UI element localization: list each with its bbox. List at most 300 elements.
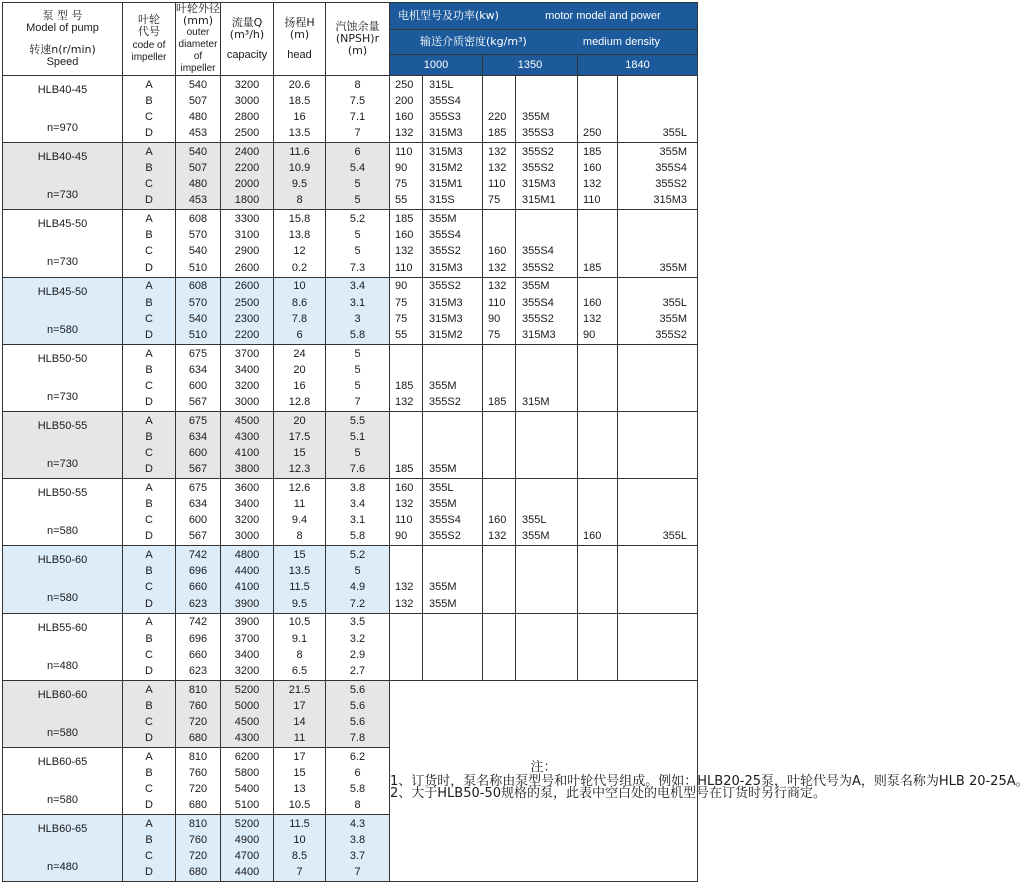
motor-model-1350: 355L <box>522 514 547 527</box>
pump-model-cell <box>3 210 123 277</box>
npsh-value: 7 <box>354 127 361 140</box>
motor-model-1350 <box>516 496 577 512</box>
pump-speed: n=580 <box>47 592 78 605</box>
motor-power-1840 <box>578 631 617 647</box>
motor-model-1000: 315S <box>429 194 455 207</box>
impeller-diameter: 680 <box>188 731 208 744</box>
motor-power-1000 <box>390 614 422 630</box>
head-value-cell <box>274 277 326 344</box>
head-value: 11 <box>293 498 306 511</box>
npsh-value-cell <box>326 613 390 680</box>
motor-power-1350: 90 <box>488 312 501 325</box>
header-speed-en: Speed <box>46 56 79 68</box>
note-1: 1、订货时，泵名称由泵型号和叶轮代号组成。例如：HLB20-25泵，叶轮代号为A，则泵名称为HLB 20-25A。 <box>390 773 1029 789</box>
motor-model-1840 <box>618 647 697 663</box>
motor-power-1350: 132 <box>488 162 507 175</box>
motor-model-1840 <box>618 394 697 410</box>
capacity-value: 2900 <box>234 245 260 258</box>
motor-model-1840-cell <box>618 143 698 210</box>
motor-power-1350: 132 <box>488 280 507 293</box>
motor-model-1840 <box>618 596 697 612</box>
motor-power-1000-cell <box>390 411 423 478</box>
capacity-value: 3700 <box>234 347 260 360</box>
motor-power-1840 <box>578 445 617 461</box>
npsh-value: 5 <box>354 565 361 578</box>
motor-power-1840 <box>578 77 617 93</box>
motor-power-1350-cell <box>483 277 516 344</box>
capacity-value: 4500 <box>234 715 260 728</box>
motor-power-1000 <box>390 445 422 461</box>
motor-power-1000 <box>390 631 422 647</box>
motor-power-1350-cell <box>483 76 516 143</box>
motor-model-1840 <box>618 362 697 378</box>
impeller-code-cell <box>123 546 176 613</box>
motor-power-1840 <box>578 109 617 125</box>
impeller-code: C <box>145 178 153 191</box>
capacity-value: 3700 <box>234 632 260 645</box>
motor-power-1350 <box>483 362 515 378</box>
header-motor-en: motor model and power <box>545 10 661 23</box>
motor-power-1000: 110 <box>395 514 413 527</box>
impeller-diameter: 453 <box>188 194 208 207</box>
head-value: 6.5 <box>291 664 308 677</box>
motor-model-1840: 355M <box>659 312 688 325</box>
impeller-code: A <box>145 78 153 91</box>
motor-model-1350-cell <box>516 546 578 613</box>
motor-model-1840-cell <box>618 277 698 344</box>
motor-power-1840: 90 <box>583 328 596 341</box>
head-value: 13.8 <box>288 229 311 242</box>
npsh-value: 7.3 <box>349 261 366 274</box>
impeller-code: C <box>145 850 153 863</box>
capacity-value: 3800 <box>234 463 260 476</box>
impeller-code: C <box>145 581 153 594</box>
impeller-diameter: 567 <box>188 530 208 543</box>
impeller-code: B <box>145 430 153 443</box>
capacity-value: 3000 <box>234 395 260 408</box>
impeller-code: B <box>145 632 153 645</box>
impeller-code: D <box>145 127 153 140</box>
motor-model-1840 <box>618 461 697 477</box>
motor-model-1350 <box>516 579 577 595</box>
pump-group-row <box>3 344 698 411</box>
npsh-value-cell <box>326 143 390 210</box>
impeller-code: A <box>145 683 153 696</box>
head-value-cell <box>274 613 326 680</box>
capacity-value: 4300 <box>234 430 260 443</box>
impeller-code-cell <box>123 815 176 882</box>
impeller-code: A <box>145 750 153 763</box>
motor-power-1350 <box>483 93 515 109</box>
motor-model-1000-cell <box>423 143 483 210</box>
motor-model-1350 <box>516 480 577 496</box>
motor-power-1000: 132 <box>395 395 414 408</box>
impeller-code-cell <box>123 277 176 344</box>
impeller-diameter: 567 <box>188 395 208 408</box>
impeller-diameter-cell <box>176 546 221 613</box>
motor-power-1000: 132 <box>395 498 414 511</box>
impeller-diameter: 600 <box>188 379 208 392</box>
motor-model-1840 <box>618 480 697 496</box>
npsh-value: 7 <box>354 395 361 408</box>
head-value: 6 <box>296 328 303 341</box>
capacity-value-cell <box>221 210 274 277</box>
npsh-value: 7.6 <box>349 463 366 476</box>
motor-model-1840 <box>618 445 697 461</box>
motor-power-1350 <box>483 614 515 630</box>
impeller-code: D <box>145 664 153 677</box>
motor-model-1000: 355L <box>429 482 454 495</box>
motor-model-1350: 355S4 <box>522 245 554 258</box>
motor-power-1000-cell <box>390 210 423 277</box>
header-head-en: head <box>287 49 312 61</box>
pump-model: HLB45-50 <box>37 285 88 298</box>
head-value: 10.5 <box>288 799 311 812</box>
impeller-diameter: 634 <box>188 363 208 376</box>
capacity-value: 2000 <box>234 178 260 191</box>
npsh-value: 3.5 <box>349 616 366 629</box>
impeller-code-cell <box>123 76 176 143</box>
capacity-value: 4100 <box>234 447 260 460</box>
motor-power-1350 <box>483 480 515 496</box>
npsh-value: 4.3 <box>349 817 366 830</box>
header-diameter-cn: 叶轮外径(mm) <box>176 2 220 27</box>
capacity-value: 5400 <box>234 782 260 795</box>
pump-group-row <box>3 411 698 478</box>
capacity-value: 5800 <box>234 766 260 779</box>
motor-model-1350 <box>516 211 577 227</box>
npsh-value: 5.6 <box>349 715 366 728</box>
npsh-value: 5.8 <box>349 328 366 341</box>
motor-power-1000-cell <box>390 344 423 411</box>
head-value: 17.5 <box>288 430 311 443</box>
motor-model-1840 <box>618 413 697 429</box>
capacity-value: 3200 <box>234 379 260 392</box>
capacity-value: 2800 <box>234 111 260 124</box>
motor-model-1000: 355S4 <box>429 514 461 527</box>
head-value: 9.4 <box>291 514 308 527</box>
capacity-value: 3000 <box>234 530 260 543</box>
motor-model-1000 <box>423 547 482 563</box>
impeller-diameter-cell <box>176 613 221 680</box>
capacity-value: 2600 <box>234 280 260 293</box>
motor-model-1000: 315L <box>429 78 454 91</box>
impeller-code: D <box>145 395 153 408</box>
motor-power-1350 <box>483 563 515 579</box>
head-value: 24 <box>293 347 306 360</box>
motor-power-1840 <box>578 480 617 496</box>
impeller-diameter: 660 <box>188 581 208 594</box>
capacity-value-cell <box>221 143 274 210</box>
header-motor-cn: 电机型号及功率(kw) <box>398 9 499 23</box>
motor-model-1350: 315M <box>522 395 550 408</box>
motor-model-1350: 355S4 <box>522 296 554 309</box>
impeller-diameter: 570 <box>188 296 208 309</box>
motor-model-1000-cell <box>423 411 483 478</box>
npsh-value-cell <box>326 680 390 747</box>
head-value: 12.3 <box>288 463 311 476</box>
density-1000: 1000 <box>390 55 483 76</box>
motor-power-1840 <box>578 278 617 294</box>
motor-power-1840-cell <box>578 479 618 546</box>
motor-model-1000: 355S2 <box>429 280 461 293</box>
impeller-diameter: 453 <box>188 127 208 140</box>
motor-model-1350 <box>516 663 577 679</box>
npsh-value: 3.1 <box>349 296 366 309</box>
impeller-diameter: 623 <box>188 597 208 610</box>
npsh-value: 3.4 <box>349 498 366 511</box>
motor-model-1350-cell <box>516 277 578 344</box>
pump-speed: n=580 <box>47 525 78 538</box>
capacity-value: 1800 <box>234 194 260 207</box>
capacity-value: 3900 <box>234 597 260 610</box>
impeller-code: C <box>145 648 153 661</box>
impeller-code: C <box>145 782 153 795</box>
header-density <box>390 30 698 55</box>
capacity-value-cell <box>221 546 274 613</box>
motor-model-1000: 355S3 <box>429 111 461 124</box>
pump-model: HLB50-60 <box>37 554 88 567</box>
motor-power-1000-cell <box>390 277 423 344</box>
capacity-value: 3400 <box>234 648 260 661</box>
motor-power-1350 <box>483 429 515 445</box>
capacity-value: 4800 <box>234 549 260 562</box>
motor-power-1350: 160 <box>488 245 507 258</box>
motor-power-1840 <box>578 227 617 243</box>
motor-power-1000-cell <box>390 143 423 210</box>
motor-power-1350 <box>483 445 515 461</box>
motor-model-1840: 355L <box>662 530 688 543</box>
pump-speed: n=580 <box>47 323 78 336</box>
motor-model-1000: 315M1 <box>429 178 463 191</box>
motor-model-1840 <box>618 378 697 394</box>
motor-power-1350 <box>483 413 515 429</box>
motor-model-1000: 315M2 <box>429 328 463 341</box>
impeller-diameter: 742 <box>188 549 208 562</box>
header-diameter-en: outer diameter of impeller <box>178 27 218 74</box>
motor-power-1840 <box>578 362 617 378</box>
impeller-code: C <box>145 447 153 460</box>
npsh-value-cell <box>326 76 390 143</box>
npsh-value: 5 <box>354 178 361 191</box>
header-speed-cn: 转速n(r/min) <box>29 43 96 56</box>
header-capacity-cn: 流量Q (m³/h) <box>229 16 265 41</box>
motor-power-1350: 110 <box>488 296 506 309</box>
impeller-code: C <box>145 111 153 124</box>
motor-power-1350: 75 <box>488 194 501 207</box>
npsh-value: 3.7 <box>349 850 366 863</box>
impeller-code: B <box>145 565 153 578</box>
motor-power-1350: 132 <box>488 146 507 159</box>
motor-power-1000: 90 <box>395 162 408 175</box>
motor-power-1000: 75 <box>395 178 408 191</box>
motor-power-1000: 160 <box>395 482 414 495</box>
npsh-value: 5.5 <box>349 414 366 427</box>
motor-power-1000-cell <box>390 546 423 613</box>
motor-power-1000: 185 <box>395 379 414 392</box>
impeller-diameter-cell <box>176 277 221 344</box>
impeller-diameter: 742 <box>188 616 208 629</box>
npsh-value: 6 <box>354 766 361 779</box>
impeller-diameter: 540 <box>188 245 208 258</box>
impeller-code: B <box>145 95 153 107</box>
npsh-value: 3.8 <box>349 482 366 495</box>
impeller-diameter: 570 <box>188 229 208 242</box>
capacity-value: 4500 <box>234 414 260 427</box>
capacity-value-cell <box>221 680 274 747</box>
motor-power-1350 <box>483 227 515 243</box>
impeller-code: A <box>145 817 153 830</box>
head-value: 12 <box>293 245 306 258</box>
impeller-code: B <box>145 699 153 712</box>
motor-model-1350: 355M <box>522 530 550 543</box>
npsh-value: 5 <box>354 363 361 376</box>
motor-power-1350 <box>483 547 515 563</box>
impeller-code: D <box>145 328 153 341</box>
head-value: 10 <box>293 280 306 293</box>
motor-model-1000-cell <box>423 210 483 277</box>
pump-model-cell <box>3 613 123 680</box>
pump-speed: n=580 <box>47 793 78 806</box>
header-impeller <box>123 3 176 76</box>
impeller-code: D <box>145 731 153 744</box>
impeller-diameter-cell <box>176 344 221 411</box>
motor-model-1840 <box>618 614 697 630</box>
motor-model-1840-cell <box>618 479 698 546</box>
impeller-diameter: 810 <box>188 817 208 830</box>
notes-title: 注： <box>530 759 557 775</box>
motor-power-1350-cell <box>483 143 516 210</box>
motor-model-1350-cell <box>516 76 578 143</box>
head-value: 13.5 <box>288 565 311 578</box>
impeller-code: D <box>145 261 153 274</box>
motor-power-1350 <box>483 647 515 663</box>
motor-model-1350-cell <box>516 411 578 478</box>
impeller-diameter-cell <box>176 479 221 546</box>
npsh-value: 5.1 <box>349 430 366 443</box>
motor-model-1840 <box>618 512 697 528</box>
head-value: 11.5 <box>289 581 310 594</box>
pump-model: HLB40-45 <box>37 151 88 164</box>
capacity-value-cell <box>221 479 274 546</box>
head-value: 13.5 <box>288 127 311 140</box>
motor-model-1000: 355M <box>429 463 457 476</box>
npsh-value: 5.6 <box>349 699 366 712</box>
pump-model-cell <box>3 680 123 747</box>
head-value: 14 <box>293 715 306 728</box>
impeller-diameter: 675 <box>188 482 208 495</box>
motor-model-1840 <box>618 278 697 294</box>
motor-model-1000 <box>423 445 482 461</box>
npsh-value: 3 <box>354 312 361 325</box>
impeller-code: C <box>145 514 153 527</box>
header-density-cn: 输送介质密度(kg/m³) <box>420 35 527 49</box>
impeller-code: A <box>145 414 153 427</box>
motor-model-1840 <box>618 227 697 243</box>
head-value: 10.9 <box>288 162 311 175</box>
header-head-cn: 扬程H (m) <box>284 16 315 41</box>
head-value: 20 <box>293 414 306 427</box>
head-value: 16 <box>293 111 306 124</box>
npsh-value-cell <box>326 546 390 613</box>
capacity-value: 5100 <box>234 799 260 812</box>
motor-model-1840: 355S2 <box>655 328 688 341</box>
motor-power-1000: 160 <box>395 229 414 242</box>
npsh-value: 7.8 <box>349 731 366 744</box>
motor-power-1350: 185 <box>488 127 507 140</box>
motor-power-1840-cell <box>578 546 618 613</box>
motor-power-1840 <box>578 547 617 563</box>
impeller-diameter: 720 <box>188 782 208 795</box>
head-value-cell <box>274 479 326 546</box>
motor-power-1840 <box>578 512 617 528</box>
pump-model-cell <box>3 479 123 546</box>
impeller-code-cell <box>123 747 176 814</box>
density-1350: 1350 <box>483 55 578 76</box>
motor-model-1840-cell <box>618 613 698 680</box>
npsh-value: 2.7 <box>349 664 366 677</box>
motor-model-1840 <box>618 243 697 259</box>
motor-power-1000: 55 <box>395 328 408 341</box>
motor-power-1350 <box>483 461 515 477</box>
impeller-code: B <box>145 162 153 175</box>
header-model <box>3 3 123 76</box>
motor-power-1840-cell <box>578 76 618 143</box>
motor-power-1000 <box>390 563 422 579</box>
motor-power-1840 <box>578 496 617 512</box>
impeller-code: B <box>145 296 153 309</box>
head-value: 10 <box>293 834 306 847</box>
impeller-diameter-cell <box>176 815 221 882</box>
capacity-value: 6200 <box>234 750 260 763</box>
motor-model-1840 <box>618 429 697 445</box>
pump-group-row <box>3 277 698 344</box>
impeller-code: C <box>145 312 153 325</box>
pump-model: HLB50-50 <box>37 352 88 365</box>
impeller-code: D <box>145 530 153 543</box>
motor-model-1840: 355L <box>662 296 688 309</box>
motor-power-1000-cell <box>390 479 423 546</box>
npsh-value-cell <box>326 344 390 411</box>
header-impeller-cn: 叶轮代号 <box>138 13 160 38</box>
motor-model-1000: 355S2 <box>429 395 461 408</box>
motor-model-1350: 355M <box>522 280 550 293</box>
impeller-code: D <box>145 597 153 610</box>
pump-model: HLB60-65 <box>37 823 88 836</box>
pump-group-row <box>3 613 698 680</box>
capacity-value: 4700 <box>234 850 260 863</box>
pump-speed: n=730 <box>47 189 78 202</box>
pump-group-row <box>3 546 698 613</box>
motor-power-1840 <box>578 211 617 227</box>
impeller-code-cell <box>123 680 176 747</box>
npsh-value: 3.4 <box>349 280 366 293</box>
npsh-value: 7 <box>354 866 361 879</box>
motor-model-1350 <box>516 563 577 579</box>
motor-power-1840: 110 <box>583 194 601 207</box>
motor-model-1840: 355S4 <box>655 162 688 175</box>
motor-model-1840 <box>618 346 697 362</box>
pump-speed: n=730 <box>47 390 78 403</box>
motor-model-1000-cell <box>423 613 483 680</box>
motor-model-1840 <box>618 93 697 109</box>
impeller-diameter-cell <box>176 747 221 814</box>
motor-power-1000: 110 <box>395 261 413 274</box>
pump-model: HLB55-60 <box>37 621 88 634</box>
capacity-value: 3600 <box>234 482 260 495</box>
motor-power-1000 <box>390 647 422 663</box>
header-npsh <box>326 3 390 76</box>
